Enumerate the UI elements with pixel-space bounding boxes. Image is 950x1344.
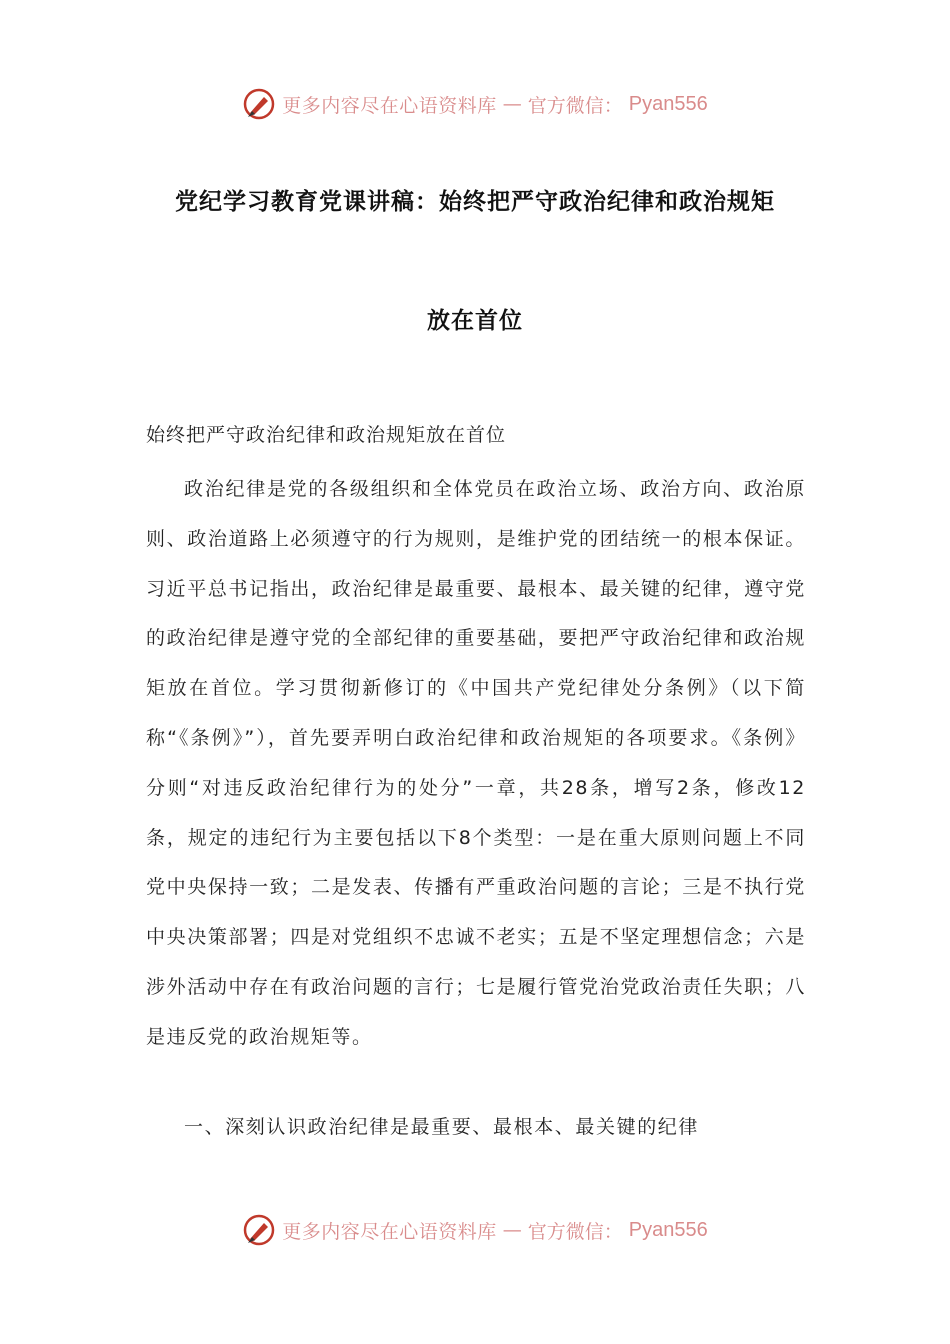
watermark-text: 更多内容尽在心语资料库 — [282, 1220, 497, 1243]
pen-nib-icon — [242, 1213, 276, 1247]
watermark-label: 官方微信： — [527, 94, 623, 117]
watermark-dash: — — [502, 1219, 522, 1241]
watermark-dash: — — [502, 93, 522, 115]
document-title-line2: 放在首位 — [427, 307, 523, 334]
body-paragraph: 政治纪律是党的各级组织和全体党员在政治立场、政治方向、政治原则、政治道路上必须遵守的行为规则，是维护党的团结统一的根本保证。习近平总书记指出，政治纪律是最重要、最根本、最关键的纪律，遵守党的政治纪律是遵守党的全部纪律的重要基础，要把严守政治纪律和政治规矩放在首位。学习贯彻新修订的《中国共产党纪律处分条例》（以下简称“《条例》”），首先要弄明白政治纪律和政治规矩的各项要求。《条例》分则“对违反政治纪律行为的处分”一章，共28条，增写2条，修改12条，规定的违纪行为主要包括以下8个类型：一是在重大原则问题上不同党中央保持一致；二是发表、传播有严重政治问题的言论；三是不执行党中央决策部署；四是对党组织不忠诚不老实；五是不坚定理想信念；六是涉外活动中存在有政治问题的言行；七是履行管党治党政治责任失职；八是违反党的政治规矩等。 — [146, 478, 806, 1048]
section-heading: 一、深刻认识政治纪律是最重要、最根本、最关键的纪律 — [184, 1116, 700, 1138]
watermark-header — [0, 82, 950, 126]
watermark-text: 更多内容尽在心语资料库 — [282, 94, 497, 117]
watermark-footer — [0, 1208, 950, 1252]
watermark-id: Pyan556 — [628, 92, 708, 115]
document-subtitle: 始终把严守政治纪律和政治规矩放在首位 — [146, 424, 507, 446]
pen-nib-icon — [242, 87, 276, 121]
watermark-id: Pyan556 — [628, 1218, 708, 1241]
document-title-line1: 党纪学习教育党课讲稿：始终把严守政治纪律和政治规矩 — [175, 188, 775, 215]
watermark-label: 官方微信： — [527, 1220, 623, 1243]
